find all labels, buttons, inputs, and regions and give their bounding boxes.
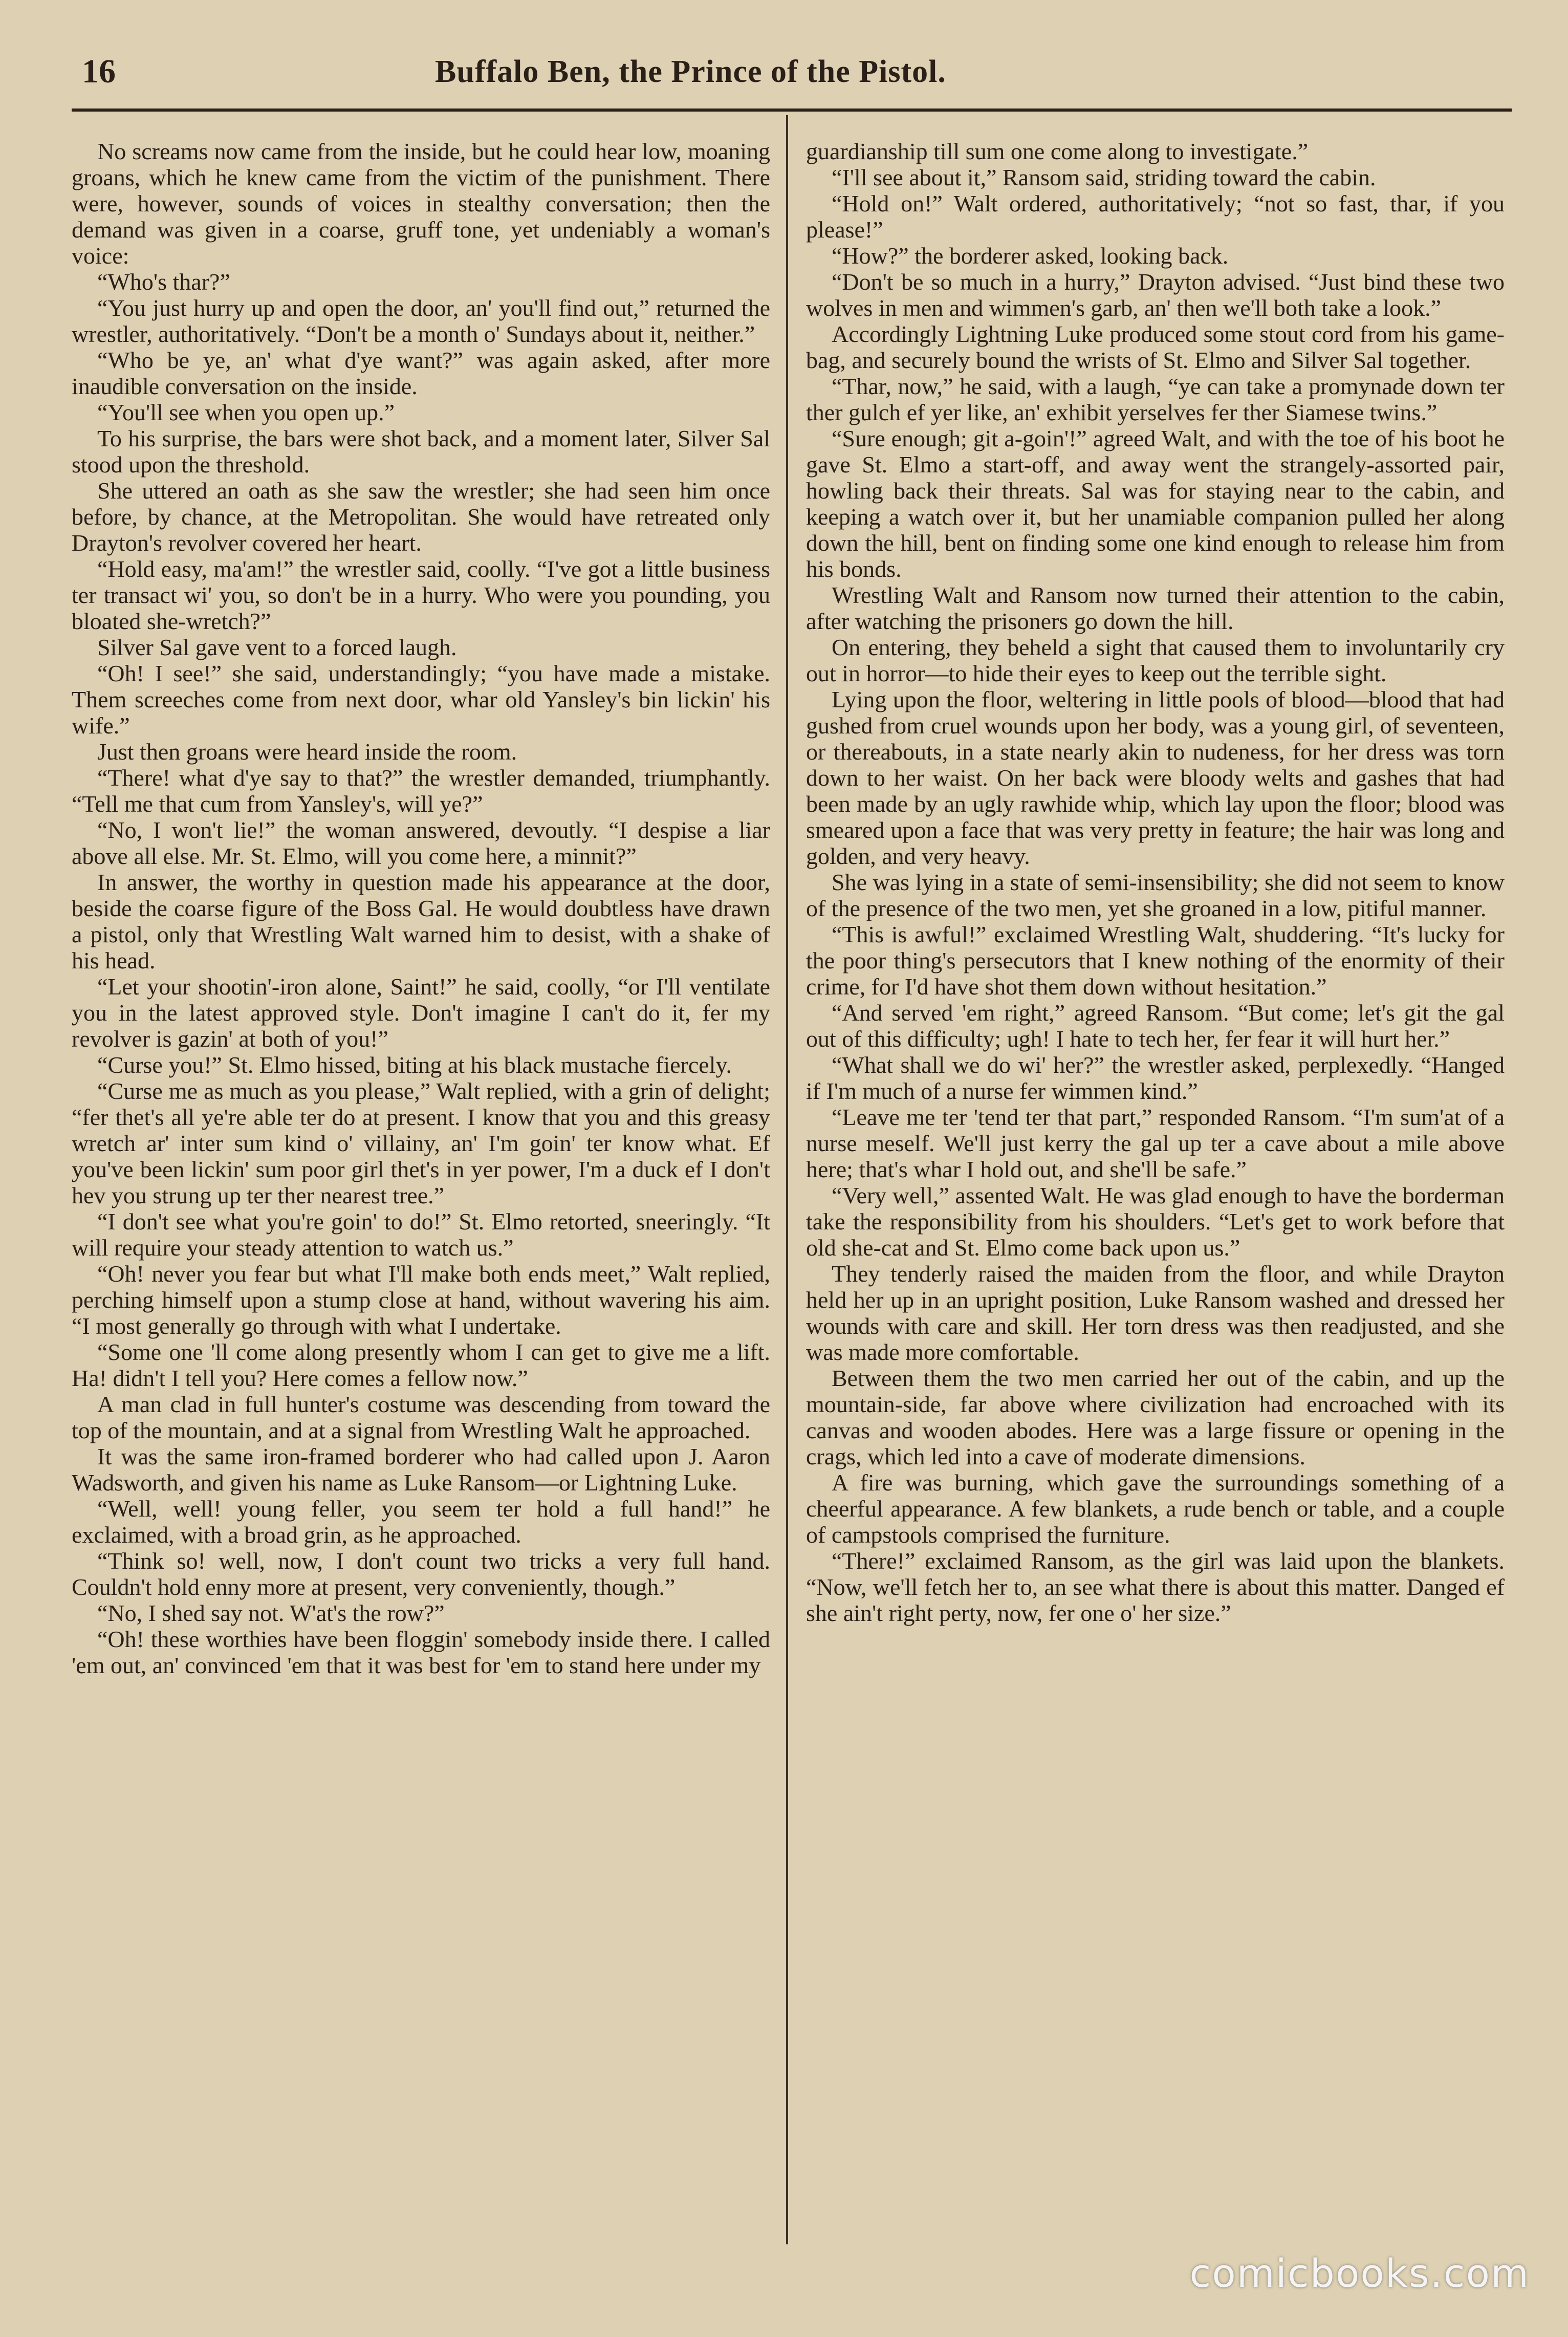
paragraph: “And served 'em right,” agreed Ransom. “But come; let's git the gal out of this difficulty; ugh! I hate to tech her, fer fear it will hurt her.” (806, 1000, 1505, 1052)
text-column-right (806, 138, 1505, 2252)
paragraph: “I don't see what you're goin' to do!” St. Elmo retorted, sneeringly. “It will require your steady attention to watch us.” (72, 1208, 770, 1261)
paragraph: “Thar, now,” he said, with a laugh, “ye can take a promynade down ter ther gulch ef yer like, an' exhibit yerselves fer ther Siamese twins.” (806, 373, 1505, 425)
paragraph: “Oh! never you fear but what I'll make both ends meet,” Walt replied, perching himself upon a stump close at hand, without wavering his aim. “I most generally go through with what I undertake. (72, 1261, 770, 1339)
paragraph: They tenderly raised the maiden from the floor, and while Drayton held her up in an upright position, Luke Ransom washed and dressed her wounds with care and skill. Her torn dress was then readjusted, and she was made more comfortable. (806, 1261, 1505, 1365)
page-header (77, 49, 1507, 95)
paragraph: “Think so! well, now, I don't count two tricks a very full hand. Couldn't hold enny more at present, very conveniently, though.” (72, 1548, 770, 1600)
paragraph: No screams now came from the inside, but he could hear low, moaning groans, which he knew came from the victim of the punishment. There were, however, sounds of voices in stealthy conversation; then the demand was given in a coarse, gruff tone, yet undeniably a woman's voice: (72, 138, 770, 269)
paragraph: “Very well,” assented Walt. He was glad enough to have the borderman take the responsibility from his shoulders. “Let's get to work before that old she-cat and St. Elmo come back upon us.” (806, 1182, 1505, 1261)
paragraph: Between them the two men carried her out of the cabin, and up the mountain-side, far above where civilization had encroached with its canvas and wooden abodes. Here was a large fissure or opening in the crags, which led into a cave of moderate dimensions. (806, 1365, 1505, 1469)
text-column-left (72, 138, 770, 2252)
paragraph: “Curse me as much as you please,” Walt replied, with a grin of delight; “fer thet's all ye're able ter do at present. I know that you and this greasy wretch ar' inter sum kind o' villainy, an' I'm goin' ter know what. Ef you've been lickin' sum poor girl thet's in yer power, I'm a duck ef I don't hev you strung up ter ther nearest tree.” (72, 1078, 770, 1208)
paragraph: In answer, the worthy in question made his appearance at the door, beside the coarse figure of the Boss Gal. He would doubtless have drawn a pistol, only that Wrestling Walt warned him to desist, with a shake of his head. (72, 869, 770, 973)
paragraph: “Hold on!” Walt ordered, authoritatively; “not so fast, thar, if you please!” (806, 190, 1505, 243)
paragraph: “Don't be so much in a hurry,” Drayton advised. “Just bind these two wolves in men and wimmen's garb, an' then we'll both take a look.” (806, 269, 1505, 321)
paragraph: Accordingly Lightning Luke produced some stout cord from his game-bag, and securely bound the wrists of St. Elmo and Silver Sal together. (806, 321, 1505, 373)
paragraph: Wrestling Walt and Ransom now turned their attention to the cabin, after watching the prisoners go down the hill. (806, 582, 1505, 634)
paragraph: It was the same iron-framed borderer who had called upon J. Aaron Wadsworth, and given his name as Luke Ransom—or Lightning Luke. (72, 1443, 770, 1496)
paragraph: “Who's thar?” (97, 269, 230, 295)
paragraph: “This is awful!” exclaimed Wrestling Walt, shuddering. “It's lucky for the poor thing's persecutors that I knew nothing of the enormity of their crime, for I'd have shot them down without hesitation.” (806, 921, 1505, 1000)
paragraph: “What shall we do wi' her?” the wrestler asked, perplexedly. “Hanged if I'm much of a nurse fer wimmen kind.” (806, 1052, 1505, 1104)
paragraph: “Hold easy, ma'am!” the wrestler said, coolly. “I've got a little business ter transact wi' you, so don't be in a hurry. Who were you pounding, you bloated she-wretch?” (72, 556, 770, 634)
paragraph: “I'll see about it,” Ransom said, striding toward the cabin. (832, 164, 1376, 190)
page-number: 16 (82, 53, 116, 90)
paragraph: “Well, well! young feller, you seem ter hold a full hand!” he exclaimed, with a broad grin, as he approached. (72, 1496, 770, 1548)
column-divider (786, 115, 788, 2244)
paragraph: On entering, they beheld a sight that caused them to involuntarily cry out in horror—to hide their eyes to keep out the terrible sight. (806, 634, 1505, 686)
paragraph: “How?” the borderer asked, looking back. (832, 243, 1229, 269)
paragraph: Lying upon the floor, weltering in little pools of blood—blood that had gushed from cruel wounds upon her body, was a young girl, of seventeen, or thereabouts, in a state nearly akin to nudeness, for her dress was torn down to her waist. On her back were bloody welts and gashes that had been made by an ugly rawhide whip, which lay upon the floor; blood was smeared upon a face that was very pretty in feature; the hair was long and golden, and very heavy. (806, 686, 1505, 869)
paragraph: A man clad in full hunter's costume was descending from toward the top of the mountain, and at a signal from Wrestling Walt he approached. (72, 1391, 770, 1443)
paragraph: “Oh! these worthies have been floggin' somebody inside there. I called 'em out, an' convinced 'em that it was best for 'em to stand here under my (72, 1626, 770, 1678)
paragraph: “Let your shootin'-iron alone, Saint!” he said, coolly, “or I'll ventilate you in the latest approved style. Don't imagine I can't do it, fer my revolver is gazin' at both of you!” (72, 973, 770, 1052)
paragraph: To his surprise, the bars were shot back, and a moment later, Silver Sal stood upon the threshold. (72, 425, 770, 478)
paragraph: “Leave me ter 'tend ter that part,” responded Ransom. “I'm sum'at of a nurse meself. We'll just kerry the gal up ter a cave about a mile above here; that's whar I hold out, and she'll be safe.” (806, 1104, 1505, 1182)
paragraph: “Curse you!” St. Elmo hissed, biting at his black mustache fiercely. (97, 1052, 732, 1078)
paragraph: “Oh! I see!” she said, understandingly; “you have made a mistake. Them screeches come from next door, whar old Yansley's bin lickin' his wife.” (72, 660, 770, 739)
running-title: Buffalo Ben, the Prince of the Pistol. (435, 54, 946, 89)
paragraph: “There!” exclaimed Ransom, as the girl was laid upon the blankets. “Now, we'll fetch her to, an see what there is about this matter. Danged ef she ain't right perty, now, fer one o' her size.” (806, 1548, 1505, 1626)
paragraph: Silver Sal gave vent to a forced laugh. (97, 634, 457, 660)
paragraph: “Sure enough; git a-goin'!” agreed Walt, and with the toe of his boot he gave St. Elmo a start-off, and away went the strangely-assorted pair, howling back their threats. Sal was for staying near to the cabin, and keeping a watch over it, but her unamiable companion pulled her along down the hill, bent on finding some one kind enough to release him from his bonds. (806, 425, 1505, 582)
paragraph: “You just hurry up and open the door, an' you'll find out,” returned the wrestler, authoritatively. “Don't be a month o' Sundays about it, neither.” (72, 295, 770, 347)
paragraph: “You'll see when you open up.” (97, 399, 395, 425)
paragraph: “Who be ye, an' what d'ye want?” was again asked, after more inaudible conversation on the inside. (72, 347, 770, 399)
paragraph: “Some one 'll come along presently whom I can get to give me a lift. Ha! didn't I tell you? Here comes a fellow now.” (72, 1339, 770, 1391)
paragraph: She uttered an oath as she saw the wrestler; she had seen him once before, by chance, at the Metropolitan. She would have retreated only Drayton's revolver covered her heart. (72, 478, 770, 556)
paragraph: “No, I shed say not. W'at's the row?” (97, 1600, 445, 1626)
paragraph: “No, I won't lie!” the woman answered, devoutly. “I despise a liar above all else. Mr. St. Elmo, will you come here, a minnit?” (72, 817, 770, 869)
paragraph: She was lying in a state of semi-insensibility; she did not seem to know of the presence of the two men, yet she groaned in a low, pitiful manner. (806, 869, 1505, 921)
paragraph: A fire was burning, which gave the surroundings something of a cheerful appearance. A few blankets, a rude bench or table, and a couple of campstools comprised the furniture. (806, 1469, 1505, 1548)
paragraph: guardianship till sum one come along to investigate.” (806, 138, 1309, 164)
header-rule (72, 109, 1512, 112)
watermark: comicbooks.com (1189, 2251, 1530, 2296)
paragraph: “There! what d'ye say to that?” the wrestler demanded, triumphantly. “Tell me that cum from Yansley's, will ye?” (72, 765, 770, 817)
paragraph: Just then groans were heard inside the room. (97, 739, 517, 765)
